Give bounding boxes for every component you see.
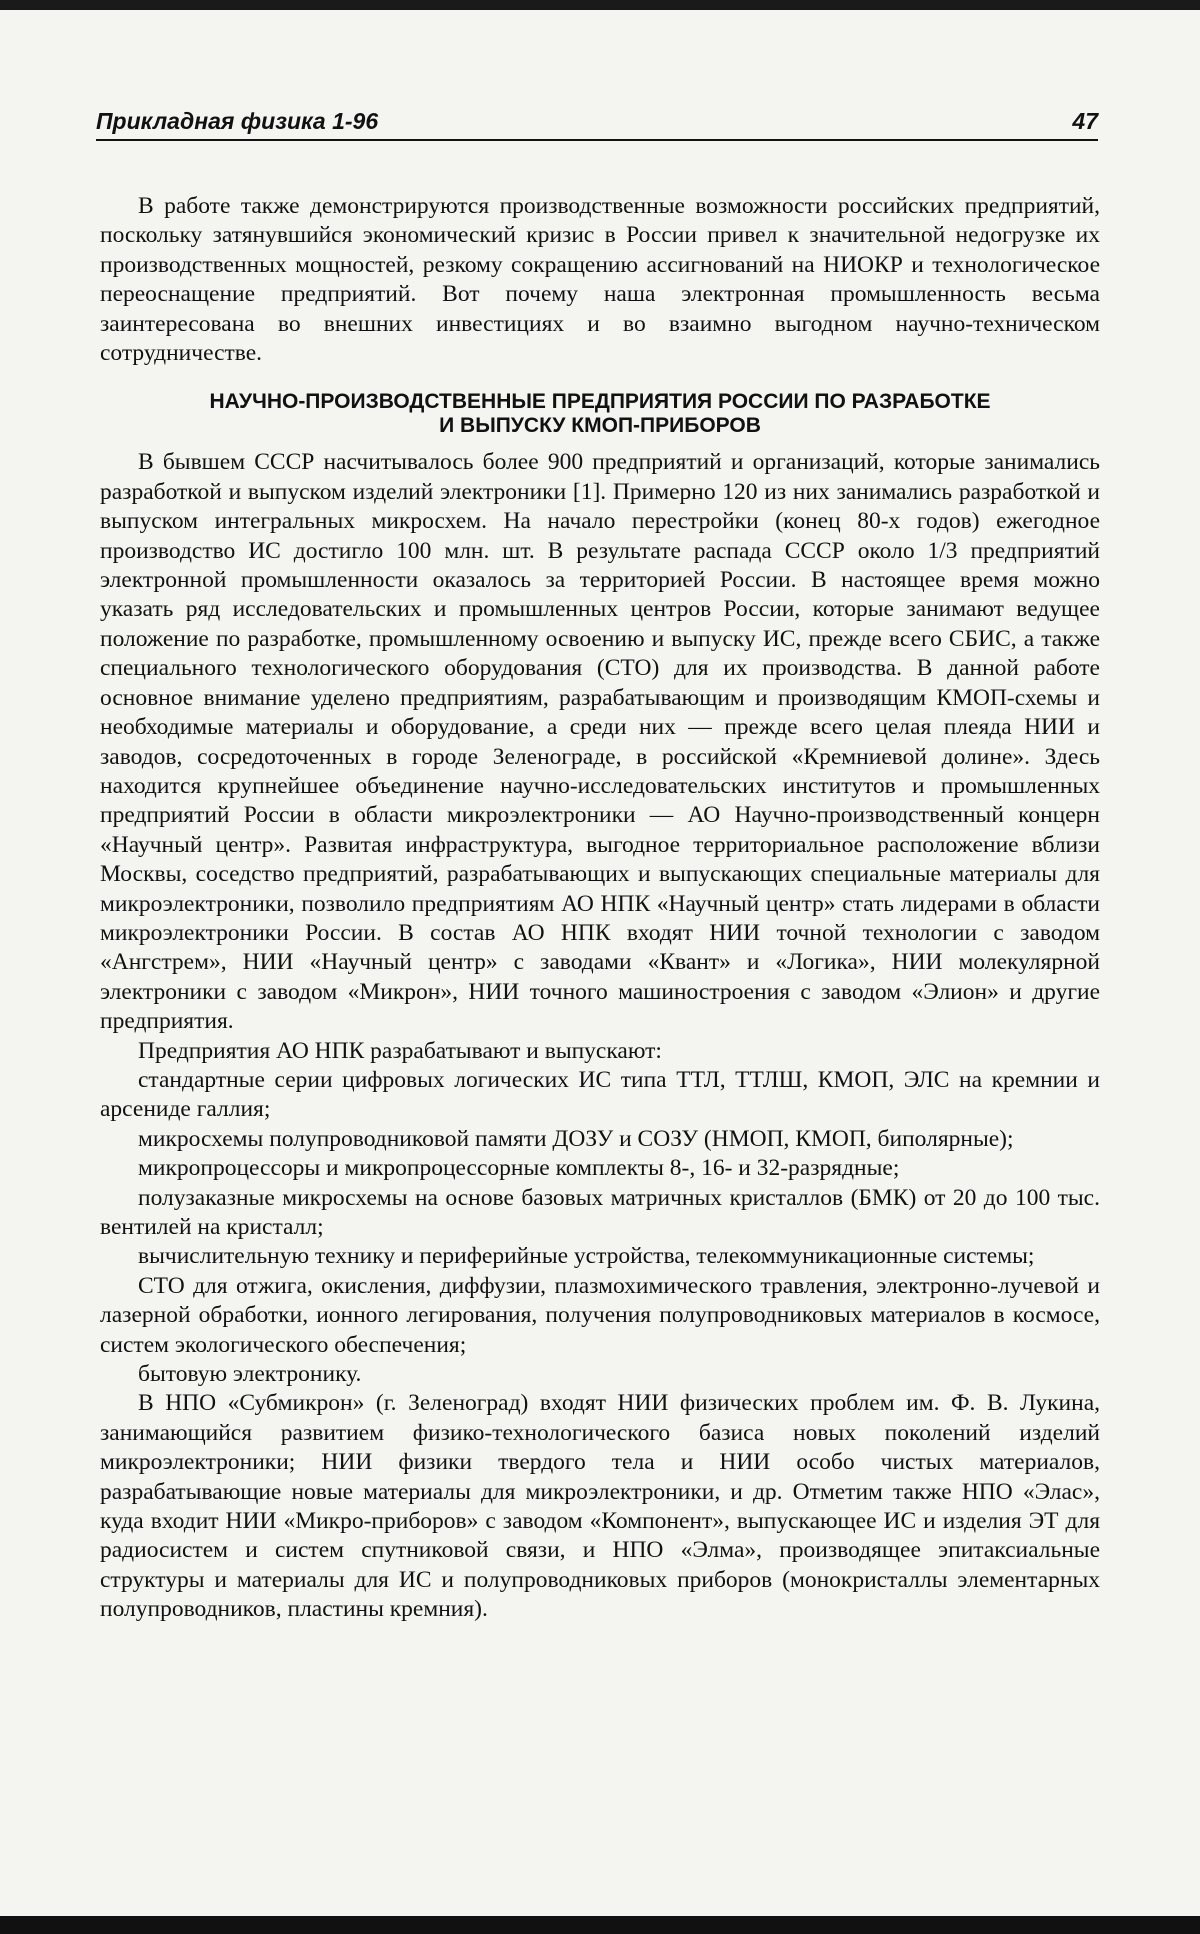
list-item: стандартные серии цифровых логических ИС типа ТТЛ, ТТЛШ, КМОП, ЭЛС на кремнии и арсениде галлия; [100,1066,1100,1123]
scan-bottom-edge [0,1916,1200,1934]
running-header [96,108,1098,141]
scan-top-edge [0,0,1200,10]
intro-paragraph: В работе также демонстрируются производственные возможности российских предприятий, поскольку затянувшийся экономический кризис в России привел к значительной недогрузке их производственных мощностей, резкому сокращению ассигнований на НИОКР и технологическое переоснащение предприятий. Вот почему наша электронная промышленность весьма заинтересована во внешних инвестициях и во взаимно выгодном научно-техническом сотрудничестве. [100,193,1100,367]
article-body [100,192,1100,1625]
section-heading-line-2: И ВЫПУСКУ КМОП-ПРИБОРОВ [439,414,761,438]
page-number: 47 [1072,108,1098,134]
section-heading-line-1: НАУЧНО-ПРОИЗВОДСТВЕННЫЕ ПРЕДПРИЯТИЯ РОССИИ ПО РАЗРАБОТКЕ [209,390,991,414]
list-item: микропроцессоры и микропроцессорные комплекты 8-, 16- и 32-разрядные; [138,1155,900,1182]
list-item: полузаказные микросхемы на основе базовых матричных кристаллов (БМК) от 20 до 100 тыс. вентилей на кристалл; [100,1184,1100,1240]
journal-title: Прикладная физика 1-96 [96,108,379,134]
list-item: СТО для отжига, окисления, диффузии, плазмохимического травления, электронно-лучевой и лазерной обработки, ионного легирования, получения полупроводниковых материалов в космосе, систем экологического обеспечения; [100,1272,1100,1358]
list-item: микросхемы полупроводниковой памяти ДОЗУ и СОЗУ (НМОП, КМОП, биполярные); [138,1125,1014,1152]
closing-paragraph: В НПО «Субмикрон» (г. Зеленоград) входят НИИ физических проблем им. Ф. В. Лукина, занимающийся развитием физико-технологического базиса новых поколений изделий микроэлектроники; НИИ физики твердого тела и НИИ особо чистых материалов, разрабатывающие новые материалы для микроэлектроники, и др. Отметим также НПО «Элас», куда входит НИИ «Микро-приборов» с заводом «Компонент», выпускающее ИС и изделия ЭТ для радиосистем и систем спутниковой связи, и НПО «Элма», производящее эпитаксиальные структуры и материалы для ИС и полупроводниковых приборов (монокристаллы элементарных полупроводников, пластины кремния). [100,1390,1100,1623]
list-item: бытовую электронику. [138,1361,362,1388]
body-paragraph: В бывшем СССР насчитывалось более 900 предприятий и организаций, которые занимались разработкой и выпуском изделий электроники [1]. Примерно 120 из них занимались разработкой и выпуском интегральных микросхем. На начало перестройки (конец 80-х годов) ежегодное производство ИС достигло 100 млн. шт. В результате распада СССР около 1/3 предприятий электронной промышленности оказалось за территорией России. В настоящее время можно указать ряд исследовательских и промышленных центров России, которые занимают ведущее положение по разработке, промышленному освоению и выпуску ИС, прежде всего СБИС, а также специального технологического оборудования (СТО) для их производства. В данной работе основное внимание уделено предприятиям, разрабатывающим и производящим КМОП-схемы и необходимые материалы и оборудование, а среди них — прежде всего целая плеяда НИИ и заводов, сосредоточенных в городе Зеленограде, в российской «Кремниевой долине». Здесь находится крупнейшее объединение научно-исследовательских институтов и промышленных предприятий России в области микроэлектроники — АО Научно-производственный концерн «Научный центр». Развитая инфраструктура, выгодное территориальное расположение вблизи Москвы, соседство предприятий, разрабатывающих и выпускающих специальные материалы для микроэлектроники, позволило предприятиям АО НПК «Научный центр» стать лидерами в области микроэлектроники России. В состав АО НПК входят НИИ точной технологии с заводом «Ангстрем», НИИ «Научный центр» с заводами «Квант» и «Логика», НИИ молекулярной электроники с заводом «Микрон», НИИ точного машиностроения с заводом «Элион» и другие предприятия. [100,449,1100,1035]
list-intro-paragraph: Предприятия АО НПК разрабатывают и выпускают: [138,1037,662,1064]
section-heading [100,390,1100,438]
list-item: вычислительную технику и периферийные устройства, телекоммуникационные системы; [138,1243,1035,1270]
